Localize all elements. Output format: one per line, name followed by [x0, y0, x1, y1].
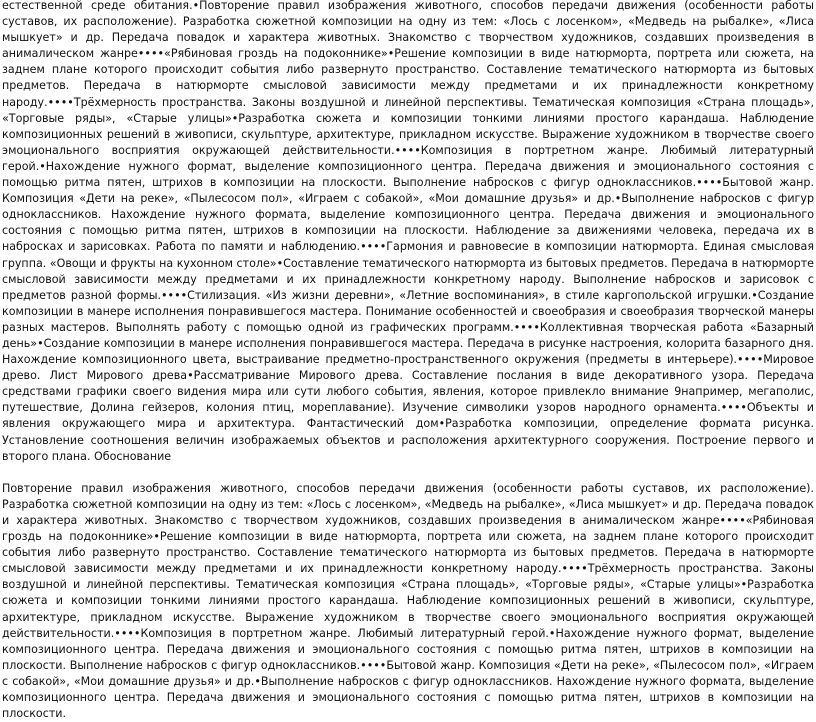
- text-paragraph-1: естественной среде обитания.•Повторение правил изображения животного, способов передачи движения (особенности работы суставов, их расположение). Разработка сюжетной композиции на одну из тем: «Лось с лосенком», «Медведь на рыбалке», «Лиса мышкует» и др. Передача повадок и характера животных. Знакомство с творчеством художников, создавших произведения в анималическом жанре••••«Рябиновая гроздь на подоконнике»•Решение композиции в виде натюрморта, портрета или сюжета, на заднем плане которого происходит события либо развернуто пространство. Составление тематического натюрморта из бытовых предметов. Передача в натюрморте смысловой зависимости между предметами и их принадлежности конкретному народу.••••Трёхмерность пространства. Законы воздушной и линейной перспективы. Тематическая композиция «Страна площадь», «Торговые ряды», «Старые улицы»•Разработка сюжета и композиции тонкими линиями простого карандаша. Наблюдение композиционных решений в живописи, скульптуре, архитектуре, прикладном искусстве. Выражение художником в творчестве своего эмоционального восприятия окружающей действительности.••••Композиция в портретном жанре. Любимый литературный герой.•Нахождение нужного формат, выделение композиционного центра. Передача движения и эмоционального состояния с помощью ритма пятен, штрихов в композиции на плоскости. Выполнение набросков с фигур одноклассников.••••Бытовой жанр. Композиция «Дети на реке», «Пылесосом пол», «Играем с собакой», «Мои домашние друзья» и др.•Выполнение набросков с фигур одноклассников. Нахождение нужного формата, выделение композиционного центра. Передача движения и эмоционального состояния с помощью ритма пятен, штрихов в композиции на плоскости. Наблюдение за движениями человека, передача их в набросках и зарисовках. Работа по памяти и наблюдению.••••Гармония и равновесие в композиции натюрморта. Единая смысловая группа. «Овощи и фрукты на кухонном столе»•Составление тематического натюрморта из бытовых предметов. Передача в натюрморте смысловой зависимости между предметами и их принадлежности конкретному народу. Выполнение набросков и зарисовок с предметов разной формы.••••Стилизация. «Из жизни деревни», «Летние воспоминания», в стиле каргопольской игрушки.•Создание композиции в манере исполнения понравившегося мастера. Понимание особенностей и своеобразия и своеобразия творческой манеры разных мастеров. Выполнять работу с помощью одной из графических программ.••••Коллективная творческая работа «Базарный день»•Создание композиции в манере исполнения понравившегося мастера. Передача в рисунке настроения, колорита базарного дня. Нахождение композиционного цвета, выстраивание предметно-пространственного окружения (предметы в интерьере).••••Мировое древо. Лист Мирового древа•Рассматривание Мирового древа. Составление послания в виде декоративного узора. Передача средствами графики своего видения мира или сути любого события, явления, которое привлекло внимание 9например, мегаполис, путешествие, Долина гейзеров, колония птиц, мореплавание). Изучение символики узоров народного орнамента.••••Объекты и явления окружающего мира и архитектура. Фантастический дом•Разработка композиции, определение формата рисунка. Установление соотношения величин изображаемых объектов и расположения архитектурного сооружения. Построение первого и второго плана. Обоснование: [2, 0, 814, 463]
- document-body: [2, 0, 814, 722]
- paragraph-spacer: [2, 465, 814, 481]
- text-paragraph-2: Повторение правил изображения животного, способов передачи движения (особенности работы суставов, их расположение). Разработка сюжетной композиции на одну из тем: «Лось с лосенком», «Медведь на рыбалке», «Лиса мышкует» и др. Передача повадок и характера животных. Знакомство с творчеством художников, создавших произведения в анималическом жанре••••«Рябиновая гроздь на подоконнике»•Решение композиции в виде натюрморта, портрета или сюжета, на заднем плане которого происходит события либо развернуто пространство. Составление тематического натюрморта из бытовых предметов. Передача в натюрморте смысловой зависимости между предметами и их принадлежности конкретному народу.••••Трёхмерность пространства. Законы воздушной и линейной перспективы. Тематическая композиция «Страна площадь», «Торговые ряды», «Старые улицы»•Разработка сюжета и композиции тонкими линиями простого карандаша. Наблюдение композиционных решений в живописи, скульптуре, архитектуре, прикладном искусстве. Выражение художником в творчестве своего эмоционального восприятия окружающей действительности.••••Композиция в портретном жанре. Любимый литературный герой.•Нахождение нужного формат, выделение композиционного центра. Передача движения и эмоционального состояния с помощью ритма пятен, штрихов в композиции на плоскости. Выполнение набросков с фигур одноклассников.••••Бытовой жанр. Композиция «Дети на реке», «Пылесосом пол», «Играем с собакой», «Мои домашние друзья» и др.•Выполнение набросков с фигур одноклассников. Нахождение нужного формата, выделение композиционного центра. Передача движения и эмоционального состояния с помощью ритма пятен, штрихов в композиции на плоскости.: [2, 481, 814, 721]
